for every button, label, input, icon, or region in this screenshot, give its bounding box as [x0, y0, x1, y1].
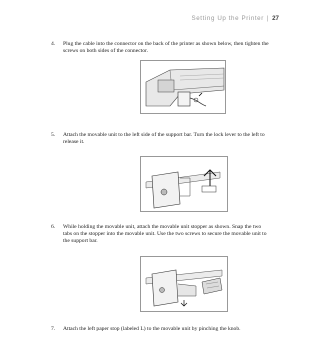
- step-number: 4.: [51, 41, 56, 47]
- page-number: 27: [272, 15, 279, 22]
- illustration-cable-connector: [140, 60, 226, 114]
- step-text: While holding the movable unit, attach the movable unit stopper as shown. Snap the two tabs on the stopper into the movable unit. Use the two screws to secure the movable unit to the support bar.: [63, 224, 267, 245]
- illustration-movable-unit: [140, 156, 228, 212]
- step-7: [51, 326, 269, 333]
- page-header: [192, 15, 279, 22]
- step-4: [51, 41, 269, 55]
- step-text: Attach the movable unit to the left side of the support bar. Turn the lock lever to the left to release it.: [63, 132, 265, 146]
- step-5: [51, 132, 269, 146]
- step-number: 7.: [51, 326, 56, 332]
- step-number: 6.: [51, 224, 56, 230]
- step-text: Plug the cable into the connector on the back of the printer as shown below, then tighten the screws on both sides of the connector.: [63, 41, 269, 55]
- step-number: 5.: [51, 132, 56, 138]
- step-text: Attach the left paper stop (labeled L) to the movable unit by pinching the knob.: [63, 326, 241, 332]
- illustration-unit-stopper: [140, 256, 228, 312]
- header-separator: |: [266, 15, 270, 22]
- step-6: [51, 224, 269, 246]
- section-title: Setting Up the Printer: [191, 15, 264, 22]
